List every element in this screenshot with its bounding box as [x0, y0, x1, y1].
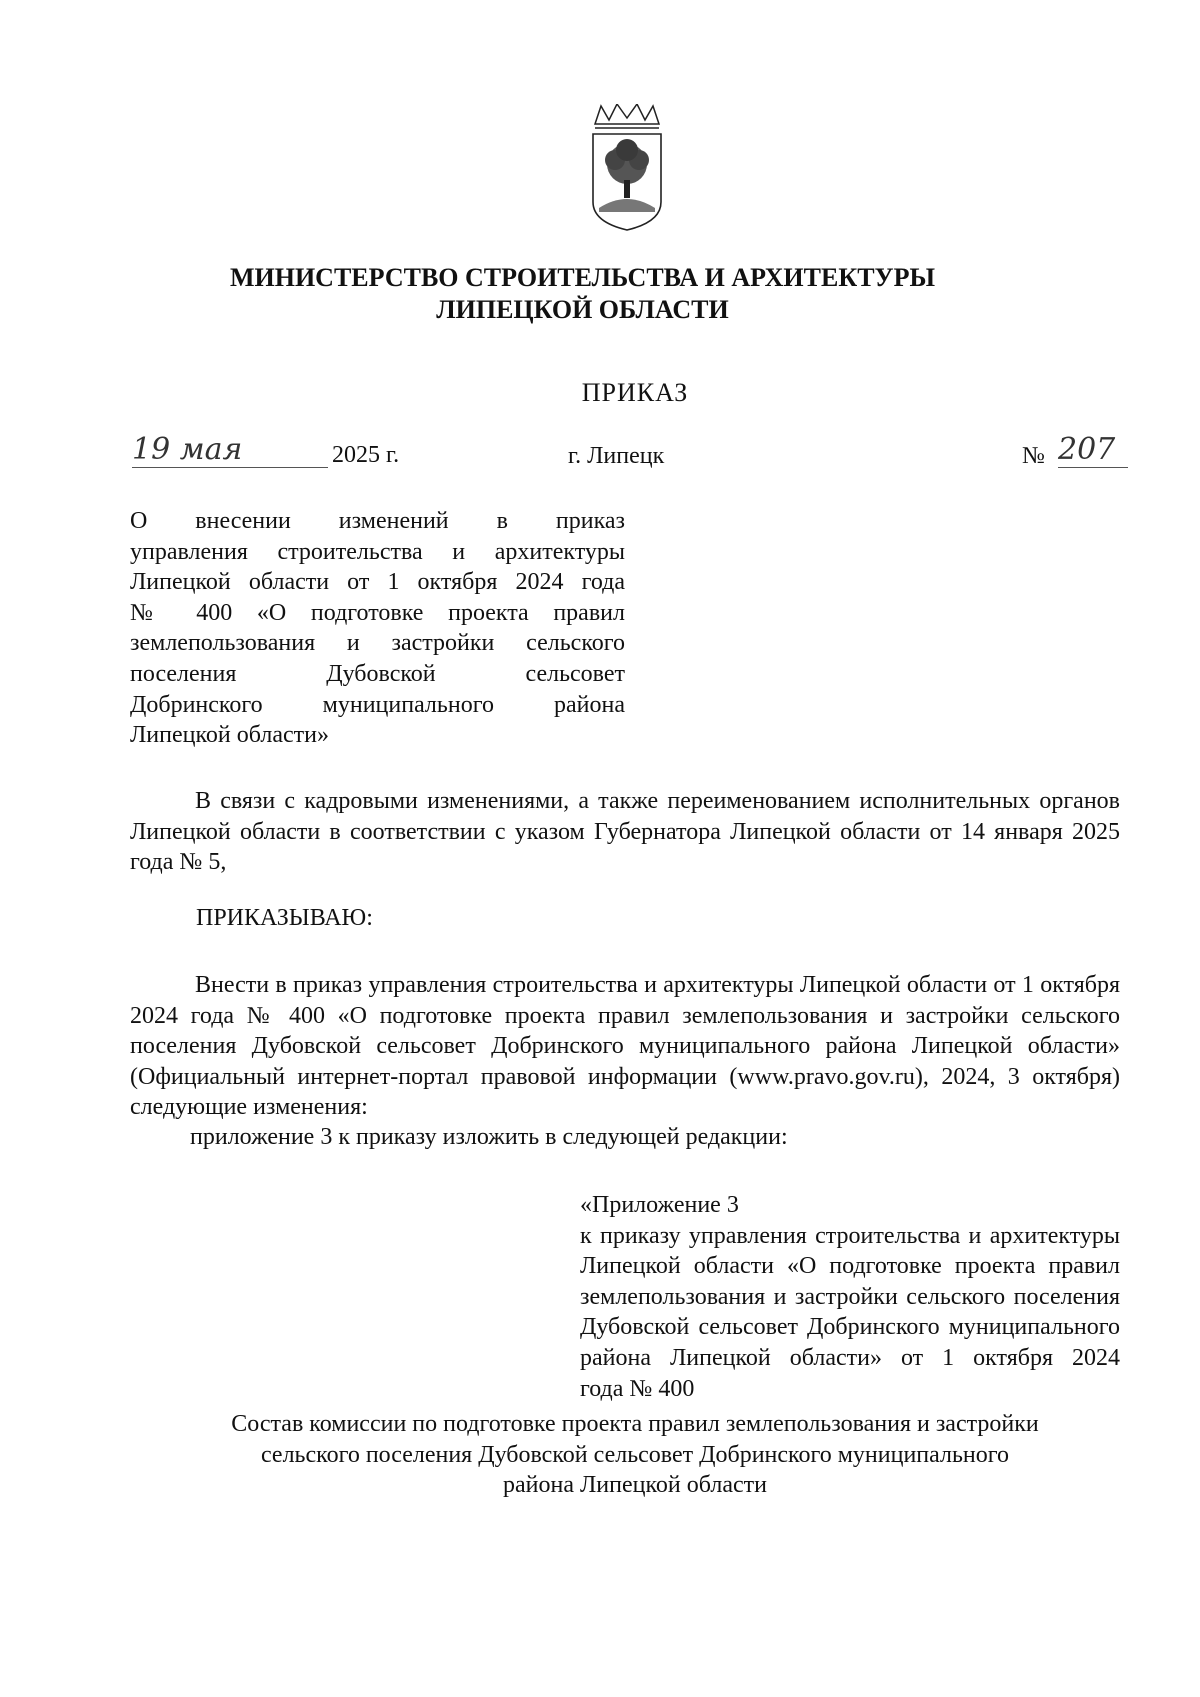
appendix-title: «Приложение 3 — [580, 1192, 739, 1218]
ministry-title — [150, 262, 1015, 326]
order-paragraph: Внести в приказ управления строительства и архитектуры Липецкой области от 1 октября 2024 года № 400 «О подготовке проекта правил землепользования и застройки сельского поселения Дубовской сельсовет Добринского муниципального района Липецкой области» (Официальный интернет-портал правовой информации (www.pravo.gov.ru), 2024, 3 октября) следующие изменения: — [130, 972, 1120, 1121]
number-label: № — [1022, 443, 1045, 469]
appendix-last-line: года № 400 — [580, 1375, 695, 1402]
subject-line: Липецкой области» — [130, 722, 329, 749]
city: г. Липецк — [568, 443, 665, 469]
order-word: ПРИКАЗЫВАЮ: — [196, 905, 373, 931]
composition-line3: района Липецкой области — [503, 1472, 767, 1499]
subject-line: поселения Дубовской сельсовет — [130, 660, 625, 687]
composition-line1: Состав комиссии по подготовке проекта правил землепользования и застройки — [231, 1411, 1039, 1437]
date-year: 2025 г. — [332, 442, 400, 468]
subject-line: Липецкой области от 1 октября 2024 года — [130, 569, 625, 596]
subject-line: землепользования и застройки сельского — [130, 630, 625, 657]
subject-line: О внесении изменений в приказ — [130, 508, 625, 534]
appendix-text: к приказу управления строительства и архитектуры Липецкой области «О подготовке проекта правил землепользования и застройки сельского поселения Дубовской сельсовет Добринского муниципального района Липецкой области» от 1 октября 2024 — [580, 1222, 1120, 1371]
amendment-paragraph: приложение 3 к приказу изложить в следующей редакции: — [190, 1124, 788, 1150]
coat-of-arms-icon — [587, 104, 667, 234]
ministry-title-line1: МИНИСТЕРСТВО СТРОИТЕЛЬСТВА И АРХИТЕКТУРЫ — [229, 263, 936, 292]
preamble-paragraph: В связи с кадровыми изменениями, а также переименованием исполнительных органов Липецкой области в соответствии с указом Губернатора Липецкой области от 14 января 2025 года № 5, — [130, 788, 1120, 876]
composition-line2: сельского поселения Дубовской сельсовет Добринского муниципального — [260, 1441, 1010, 1468]
handwritten-date: 19 мая — [132, 432, 328, 468]
ministry-title-line2: ЛИПЕЦКОЙ ОБЛАСТИ — [436, 295, 729, 324]
appendix-block — [580, 1190, 1120, 1404]
subject-block — [130, 506, 625, 751]
subject-line: № 400 «О подготовке проекта правил — [130, 599, 625, 626]
subject-line: управления строительства и архитектуры — [130, 538, 625, 565]
handwritten-number: 207 — [1058, 432, 1128, 468]
composition-heading — [150, 1409, 1120, 1501]
subject-line: Добринского муниципального района — [130, 691, 625, 718]
document-type: ПРИКАЗ — [581, 378, 689, 407]
